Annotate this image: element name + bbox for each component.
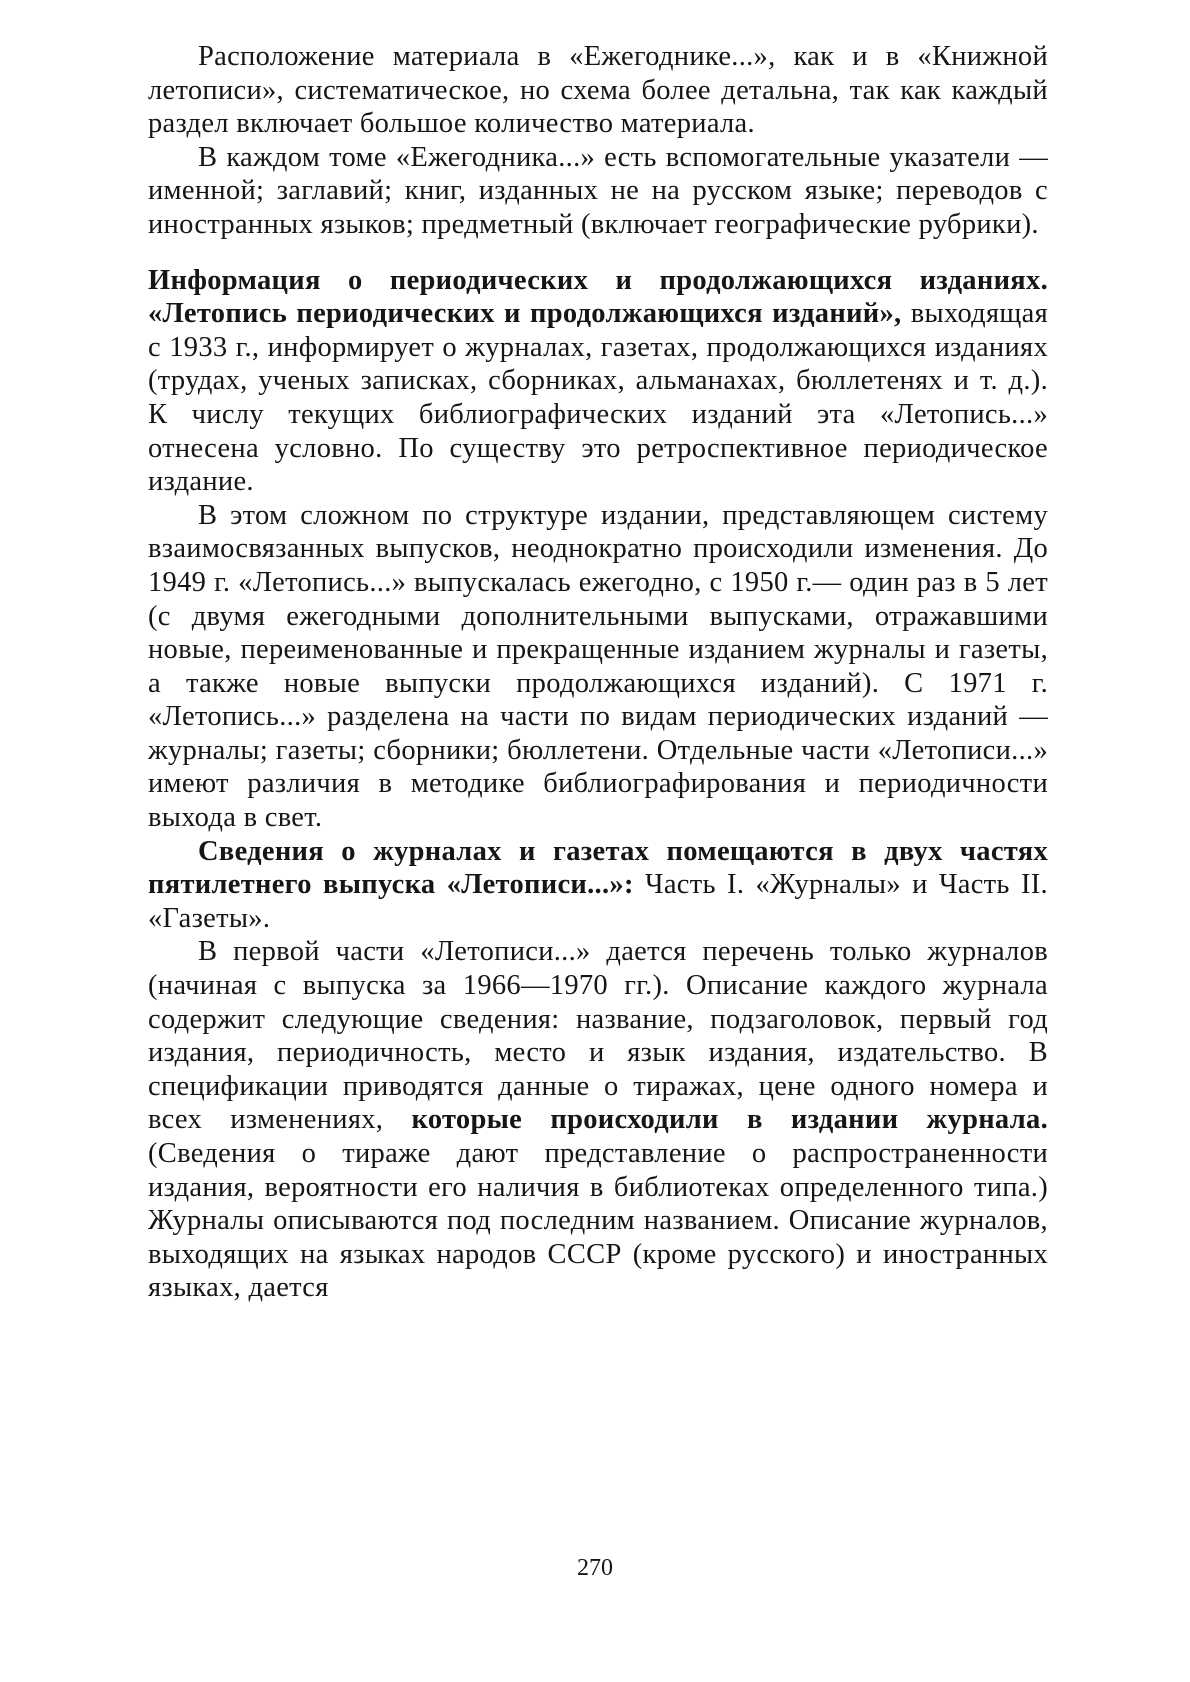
paragraph-3 bbox=[148, 264, 1048, 499]
section-heading: Информация о периодических и продолжающихся изданиях. «Летопись периодических и продолжающихся изданий», bbox=[148, 264, 1048, 330]
paragraph-5 bbox=[148, 835, 1048, 936]
paragraph-5-text: Сведения о журналах и газетах помещаются в двух частях пятилетнего выпуска «Летописи...»: bbox=[148, 835, 1048, 901]
paragraph-6-text-a: В первой части «Летописи...» дается перечень только журналов (начиная с выпуска за 1966—1970 гг.). Описание каждого журнала содержит следующие сведения: название, подзаголовок, первый год издания, периодичность, место и язык издания, издательство. В спецификации приводятся данные о тиражах, цене одного номера и всех изменениях, bbox=[148, 936, 1048, 1136]
paragraph-5-parts: Часть I. «Журналы» и Часть II. «Газеты». bbox=[148, 869, 1048, 934]
page-text bbox=[148, 40, 1048, 1305]
paragraph-3-body: выходящая с 1933 г., информирует о журналах, газетах, продолжающихся изданиях (трудах, ученых записках, сборниках, альманахах, бюллетенях и т. д.). К числу текущих библиографических изданий эта «Летопись...» отнесена условно. По существу это ретроспективное периодическое издание. bbox=[148, 298, 1048, 498]
page-number: 270 bbox=[577, 1555, 613, 1581]
paragraph-1: Расположение материала в «Ежегоднике...», как и в «Книжной летописи», систематическое, но схема более детальна, так как каждый раздел включает большое количество материала. bbox=[148, 41, 1048, 140]
paragraph-6-emphasis: которые происходили в издании журнала. bbox=[411, 1104, 1048, 1136]
paragraph-2: В каждом томе «Ежегодника...» есть вспомогательные указатели — именной; заглавий; книг, изданных не на русском языке; переводов с иностранных языков; предметный (включает географические рубрики). bbox=[148, 141, 1048, 240]
paragraph-4: В этом сложном по структуре издании, представляющем систему взаимосвязанных выпусков, неоднократно происходили изменения. До 1949 г. «Летопись...» выпускалась ежегодно, с 1950 г.— один раз в 5 лет (с двумя ежегодными дополнительными выпусками, отражавшими новые, переименованные и прекращенные изданием журналы и газеты, а также новые выпуски продолжающихся изданий). С 1971 г. «Летопись...» разделена на части по видам периодических изданий — журналы; газеты; сборники; бюллетени. Отдельные части «Летописи...» имеют различия в методике библиографирования и периодичности выхода в свет. bbox=[148, 499, 1048, 834]
paragraph-6-text-c: (Сведения о тираже дают представление о распространенности издания, вероятности его наличия в библиотеках определенного типа.) Журналы описываются под последним названием. Описание журналов, выходящих на языках народов СССР (кроме русского) и иностранных языках, дается bbox=[148, 1138, 1048, 1304]
paragraph-6 bbox=[148, 935, 1048, 1305]
